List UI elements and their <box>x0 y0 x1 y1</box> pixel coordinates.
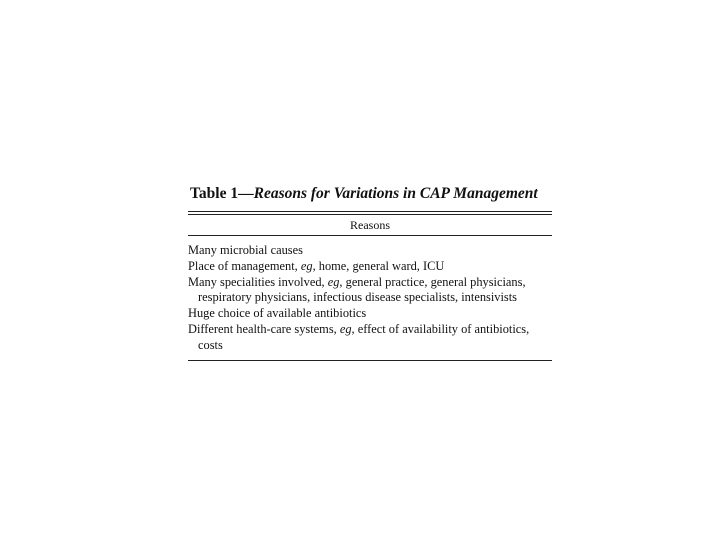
table-caption <box>190 184 552 204</box>
column-header-reasons: Reasons <box>350 218 390 232</box>
table-row: Many specialities involved, eg, general practice, general physicians, respiratory physicians, infectious disease specialists, intensivists <box>188 274 526 305</box>
bottom-rule <box>188 360 552 361</box>
reasons-table <box>188 184 552 361</box>
reasons-list <box>188 243 552 354</box>
table-row: Place of management, eg, home, general ward, ICU <box>188 258 445 273</box>
header-rule <box>188 235 552 236</box>
top-rule-2 <box>188 214 552 215</box>
table-caption-title: Reasons for Variations in CAP Management <box>253 185 538 202</box>
table-row: Different health-care systems, eg, effect of availability of antibiotics, costs <box>188 321 530 352</box>
table-row: Many microbial causes <box>188 243 303 257</box>
table-caption-label: Table 1— <box>190 185 254 202</box>
table-row: Huge choice of available antibiotics <box>188 306 367 321</box>
top-rule-1 <box>188 211 552 212</box>
